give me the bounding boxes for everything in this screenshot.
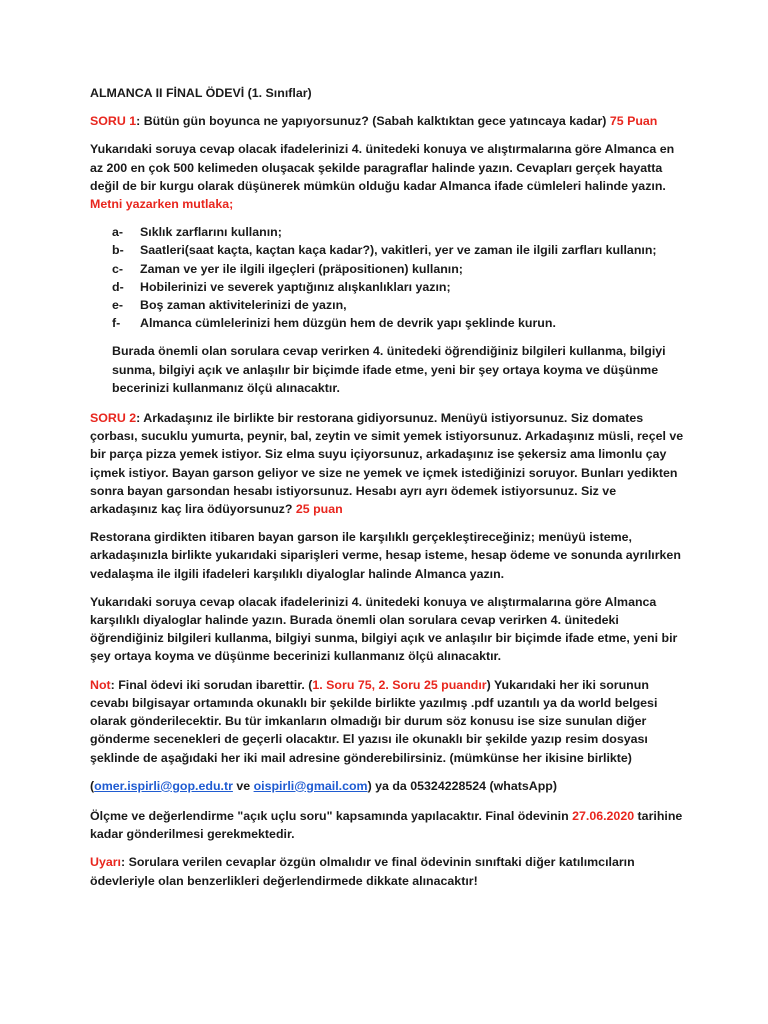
- question-2-text: : Arkadaşınız ile birlikte bir restorana gidiyorsunuz. Menüyü istiyorsunuz. Siz domates çorbası, sucuklu yumurta, peynir, bal, zeytin ve simit yemek istiyorsunuz. Arkadaşınız müsli, reçel ve bir parça pizza yemek istiyor. Siz elma suyu içiyorsunuz, arkadaşınız ise şekersiz ama limonlu çay içmek istiyor. Bayan garson geliyor ve size ne yemek ve içmek istediğinizi soruyor. Bunları yedikten sonra bayan garsondan hesabı istiyorsunuz. Hesabı ayrı ayrı ödemek istiyorsunuz. Siz ve arkadaşınız kaç lira ödüyorsunuz?: [90, 411, 684, 517]
- warning-paragraph: [90, 853, 686, 889]
- question-2-label: SORU 2: [90, 411, 137, 426]
- list-item: [112, 241, 686, 259]
- warning-label: Uyarı: [90, 855, 121, 870]
- note-paragraph: [90, 676, 686, 767]
- list-item: [112, 260, 686, 278]
- question-1-instructions: Yukarıdaki soruya cevap olacak ifadelerinizi 4. ünitedeki konuya ve alıştırmalarına göre Almanca en az 200 en çok 500 kelimeden oluşacak şekilde paragraflar halinde yazın. Cevapları gerçek hayatta değil de bir kurgu olarak düşünerek mümkün olduğu kadar Almanca ifade cümleleri halinde yazın.: [90, 142, 675, 193]
- note-text-end: ) Yukarıdaki her iki sorunun cevabı bilgisayar ortamında okunaklı bir şekilde birlikte yazılmış .pdf uzantılı ya da world belgesi olarak gönderilecektir. Bu tür imkanların olmadığı bir durum söz konusu ise size sunulan diğer gönderme secenekleri de geçerli olacaktır. El yazısı ile okunaklı bir şekilde yazıp resim dosyası şeklinde de aşağıdaki her iki mail adresine gönderebilirsiniz. (mümkünse her ikisine birlikte): [90, 677, 658, 765]
- contact-line: [90, 777, 686, 795]
- question-2-criteria: Yukarıdaki soruya cevap olacak ifadelerinizi 4. ünitedeki konuya ve alıştırmalarına göre Almanca karşılıklı diyaloglar halinde yazın. Burada önemli olan sorulara cevap verirken 4. ünitedeki öğrendiğiniz bilgileri kullanma, bilgiyi sunma, bilgiyi açık ve anlaşılır bir biçimde ifade etme, yeni bir şey ortaya koyma ve düşünme becerinizi kullanmanız ölçü alınacaktır.: [90, 594, 678, 664]
- note-label: Not: [90, 677, 111, 692]
- list-item-text: Saatleri(saat kaçta, kaçtan kaça kadar?), vakitleri, yer ve zaman ile ilgili zarfları kullanın;: [140, 243, 657, 258]
- question-1-points: 75 Puan: [609, 114, 658, 129]
- list-item-marker: c-: [112, 261, 124, 276]
- question-1: [90, 112, 686, 130]
- question-1-text: : Bütün gün boyunca ne yapıyorsunuz? (Sabah kalktıktan gece yatıncaya kadar): [136, 114, 610, 129]
- list-item-text: Sıklık zarflarını kullanın;: [140, 225, 282, 240]
- list-item-marker: e-: [112, 298, 124, 313]
- deadline-date: 27.06.2020: [572, 808, 635, 823]
- list-item: [112, 314, 686, 332]
- list-item-text: Hobilerinizi ve severek yaptığınız alışkanlıkları yazın;: [140, 279, 451, 294]
- list-item-marker: d-: [112, 279, 124, 294]
- list-item-text: Boş zaman aktivitelerinizi de yazın,: [140, 298, 347, 313]
- deadline-text-end: tarihine kadar gönderilmesi gerekmektedir.: [90, 808, 683, 842]
- email-link-2[interactable]: oispirli@gmail.com: [253, 778, 368, 793]
- evaluation-criteria: Burada önemli olan sorulara cevap verirken 4. ünitedeki öğrendiğiniz bilgileri kullanma, bilgiyi sunma, bilgiyi açık ve anlaşılır bir biçimde ifade etme, yeni bir şey ortaya koyma ve düşünme becerinizi kullanmanız ölçü alınacaktır.: [112, 344, 666, 395]
- question-1-label: SORU 1: [90, 114, 137, 129]
- list-item-marker: b-: [112, 243, 124, 258]
- note-text-start: : Final ödevi iki sorudan ibarettir. (: [110, 677, 313, 692]
- document-title: ALMANCA II FİNAL ÖDEVİ (1. Sınıflar): [90, 86, 312, 100]
- contact-and: ve: [232, 778, 254, 793]
- question-2: [90, 409, 686, 518]
- list-item: [112, 296, 686, 314]
- list-item-text: Zaman ve yer ile ilgili ilgeçleri (präpositionen) kullanın;: [140, 261, 463, 276]
- requirements-list: [90, 223, 686, 332]
- requirements-heading: Metni yazarken mutlaka;: [90, 197, 234, 212]
- list-item-text: Almanca cümlelerinizi hem düzgün hem de devrik yapı şeklinde kurun.: [140, 316, 556, 331]
- list-item: [112, 223, 686, 241]
- note-highlight: 1. Soru 75, 2. Soru 25 puandır: [312, 677, 487, 692]
- question-2-instructions: Restorana girdikten itibaren bayan garson ile karşılıklı gerçekleştireceğiniz; menüyü isteme, arkadaşınızla birlikte yukarıdaki siparişleri verme, hesap isteme, hesap ödeme ve sonunda ayrılırken vedalaşma ile ilgili ifadeleri karşılıklı diyaloglar halinde Almanca yazın.: [90, 530, 681, 581]
- list-item-marker: f-: [112, 316, 121, 331]
- email-link-1[interactable]: omer.ispirli@gop.edu.tr: [94, 778, 233, 793]
- list-item: [112, 278, 686, 296]
- evaluation-deadline: [90, 807, 686, 843]
- contact-phone: ) ya da 05324228524 (whatsApp): [367, 778, 557, 793]
- deadline-text-start: Ölçme ve değerlendirme "açık uçlu soru" kapsamında yapılacaktır. Final ödevinin: [90, 808, 573, 823]
- contact-open: (: [90, 778, 95, 793]
- question-2-points: 25 puan: [295, 502, 343, 517]
- warning-text: : Sorulara verilen cevaplar özgün olmalıdır ve final ödevinin sınıftaki diğer katılımcıların ödevleriyle olan benzerlikleri değerlendirmede dikkate alınacaktır!: [90, 855, 635, 888]
- list-item-marker: a-: [112, 225, 124, 240]
